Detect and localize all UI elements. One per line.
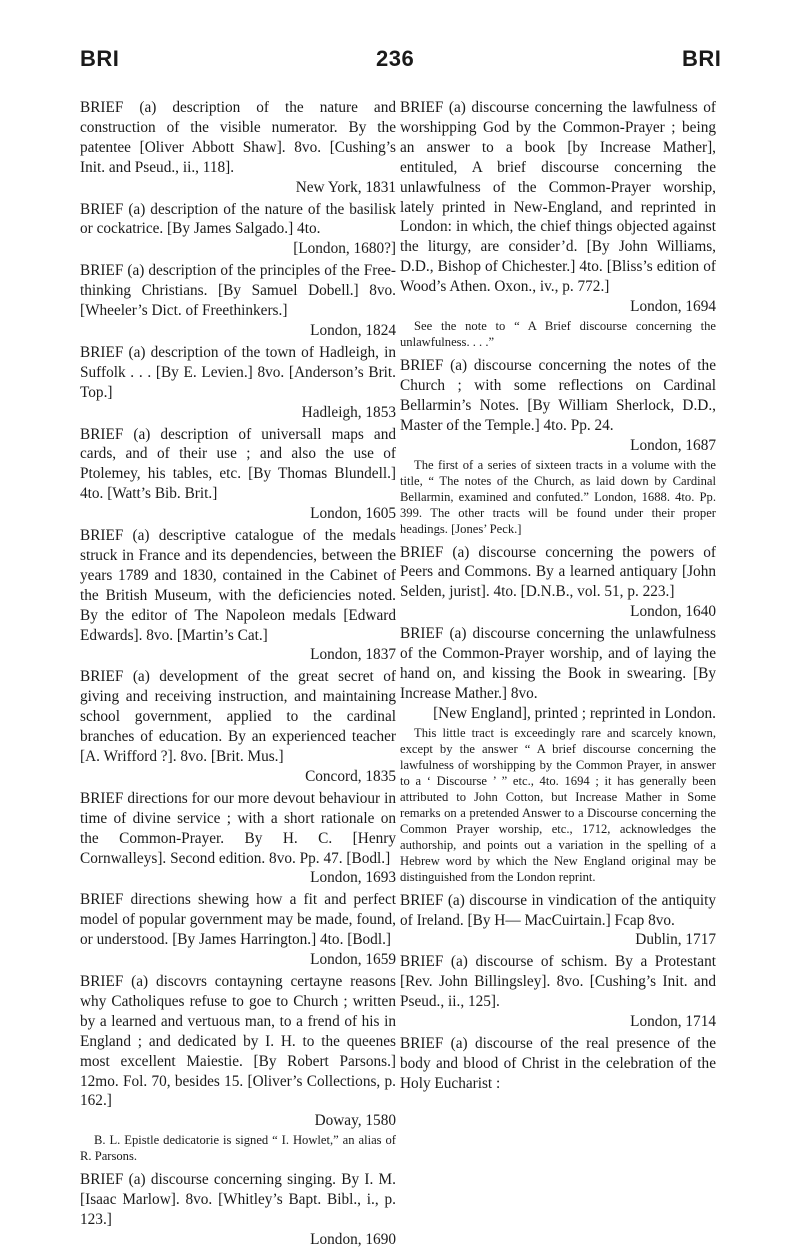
- entry-text: BRIEF (a) descriptive catalogue of the medals struck in France and its dependencies, between the years 1789 and 1830, contained in the Cabinet of the British Museum, with the deficiencies noted. By the editor of The Napoleon medals [Edward Edwards]. 8vo. [Martin’s Cat.]: [80, 527, 396, 644]
- entry-text: BRIEF (a) discourse concerning the lawfulness of worshipping God by the Common-Prayer ; being an answer to a book [by Increase Mather], entituled, A brief discourse concerning the unlawfulness of the Common-Prayer worship, lately printed in New-England, and reprinted in London: in which, the chief things objected against the liturgy, are consider’d. [By John Williams, D.D., Bishop of Chichester.] 4to. [Bliss’s edition of Wood’s Athen. Oxon., iv., p. 772.]: [400, 99, 716, 296]
- entry-imprint: Dublin, 1717: [635, 931, 716, 949]
- bibliography-entry: [400, 1034, 716, 1094]
- entry-imprint: [New England], printed ; reprinted in London.: [433, 704, 716, 722]
- bibliography-entry: [80, 425, 396, 525]
- entry-imprint: London, 1837: [310, 646, 396, 664]
- entry-imprint: New York, 1831: [295, 178, 396, 196]
- page-header: [0, 46, 800, 76]
- entry-imprint: London, 1640: [630, 603, 716, 621]
- entry-imprint: London, 1687: [630, 436, 716, 454]
- entry-text: BRIEF (a) discourse in vindication of the antiquity of Ireland. [By H— MacCuirtain.] Fcap 8vo.: [400, 891, 716, 929]
- bibliography-entry: [80, 261, 396, 341]
- entry-note: The first of a series of sixteen tracts in a volume with the title, “ The notes of the Church, as laid down by Cardinal Bellarmin, examined and confuted.” London, 1688. 4to. Pp. 399. The other tracts will be found under their proper headings. [Jones’ Peck.]: [400, 457, 716, 536]
- entry-imprint: [London, 1680?]: [293, 240, 396, 258]
- entry-text: BRIEF (a) discovrs contayning certayne reasons why Catholiques refuse to goe to Church ; written by a learned and vertuous man, to a frend of his in England ; and dedicated by I. H. to the queenes most excellent Maiestie. [By Robert Parsons.] 12mo. Fol. 70, besides 15. [Oliver’s Collections, p. 162.]: [80, 972, 396, 1110]
- entry-text: BRIEF (a) discourse of the real presence of the body and blood of Christ in the celebration of the Holy Eucharist :: [400, 1035, 716, 1092]
- entry-text: BRIEF (a) description of the town of Hadleigh, in Suffolk . . . [By E. Levien.] 8vo. [Anderson’s Brit. Top.]: [80, 343, 396, 401]
- left-running-head: BRI: [80, 46, 120, 71]
- entry-imprint: Hadleigh, 1853: [301, 403, 396, 421]
- entry-note: This little tract is exceedingly rare and scarcely known, except by the answer “ A brief discourse concerning the lawfulness of worshipping by the Common Prayer, in answer to a ‘ Discourse ’ ” etc., 4to. 1694 ; it has generally been attributed to John Cotton, but Increase Mather in Some remarks on a pretended Answer to a Discourse concerning the Common Prayer worship, etc., 1712, acknowledges the authorship, and points out a variation in the spelling of a Hebrew word by which the New England original may be distinguished from the London reprint.: [400, 725, 716, 884]
- bibliography-entry: [80, 972, 396, 1164]
- entry-imprint: London, 1693: [310, 869, 396, 887]
- bibliography-entry: [80, 200, 396, 260]
- page-number: 236: [376, 46, 415, 71]
- entry-text: BRIEF directions for our more devout behaviour in time of divine service ; with a short rationale on the Common-Prayer. By H. C. [Henry Cornwalleys]. Second edition. 8vo. Pp. 47. [Bodl.]: [80, 789, 396, 867]
- bibliography-entry: [80, 98, 396, 198]
- entry-imprint: London, 1714: [630, 1013, 716, 1031]
- entry-imprint: London, 1605: [310, 505, 396, 523]
- entry-imprint: London, 1824: [310, 321, 396, 339]
- bibliography-entry: [80, 667, 396, 786]
- left-column: [80, 98, 396, 1252]
- entry-imprint: Concord, 1835: [305, 767, 396, 785]
- entry-text: BRIEF (a) development of the great secret of giving and receiving instruction, and maintaining school government, applied to the cardinal branches of education. By an experienced teacher [A. Wrifford ?]. 8vo. [Brit. Mus.]: [80, 668, 396, 765]
- entry-text: BRIEF (a) discourse concerning singing. By I. M. [Isaac Marlow]. 8vo. [Whitley’s Bapt. Bibl., i., p. 123.]: [80, 1171, 396, 1229]
- entry-text: BRIEF (a) discourse concerning the notes of the Church ; with some reflections on Cardinal Bellarmin’s Notes. [By William Sherlock, D.D., Master of the Temple.] 4to. Pp. 24.: [400, 356, 716, 434]
- entry-imprint: Doway, 1580: [314, 1112, 396, 1130]
- bibliography-entry: [80, 343, 396, 423]
- entry-imprint: London, 1659: [310, 951, 396, 969]
- bibliography-entry: [400, 624, 716, 885]
- entry-text: BRIEF (a) discourse concerning the powers of Peers and Commons. By a learned antiquary [John Selden, jurist]. 4to. [D.N.B., vol. 51, p. 223.]: [400, 543, 716, 601]
- bibliography-entry: [400, 891, 716, 951]
- entry-text: BRIEF (a) discourse concerning the unlawfulness of the Common-Prayer worship, and of laying the hand on, and kissing the Book in swearing. [By Increase Mather.] 8vo.: [400, 625, 716, 702]
- bibliography-entry: [80, 1170, 396, 1250]
- entry-text: BRIEF (a) description of universall maps and cards, and of their use ; and also the use of Ptolemey, his tables, etc. [By Thomas Blundell.] 4to. [Watt’s Bib. Brit.]: [80, 425, 396, 503]
- entry-text: BRIEF directions shewing how a fit and perfect model of popular government may be made, found, or understood. [By James Harrington.] 4to. [Bodl.]: [80, 891, 396, 949]
- right-column: [400, 98, 716, 1096]
- bibliography-entry: [400, 952, 716, 1032]
- entry-imprint: London, 1690: [310, 1230, 396, 1248]
- bibliography-entry: [80, 789, 396, 889]
- entry-note: See the note to “ A Brief discourse concerning the unlawfulness. . . .”: [400, 318, 716, 349]
- bibliography-entry: [80, 526, 396, 665]
- bibliography-entry: [400, 356, 716, 537]
- entry-imprint: London, 1694: [630, 298, 716, 316]
- entry-text: BRIEF (a) description of the nature of the basilisk or cockatrice. [By James Salgado.] 4to.: [80, 200, 396, 238]
- entry-text: BRIEF (a) description of the principles of the Free-thinking Christians. [By Samuel Dobell.] 8vo. [Wheeler’s Dict. of Freethinkers.]: [80, 262, 396, 320]
- right-running-head: BRI: [682, 46, 722, 71]
- entry-note: B. L. Epistle dedicatorie is signed “ I. Howlet,” an alias of R. Parsons.: [80, 1133, 396, 1164]
- entry-text: BRIEF (a) discourse of schism. By a Protestant [Rev. John Billingsley]. 8vo. [Cushing’s Init. and Pseud., ii., 125].: [400, 953, 716, 1011]
- bibliography-entry: [80, 890, 396, 970]
- bibliography-entry: [400, 543, 716, 623]
- bibliography-entry: [400, 98, 716, 350]
- entry-text: BRIEF (a) description of the nature and construction of the visible numerator. By the patentee [Oliver Abbott Shaw]. 8vo. [Cushing’s Init. and Pseud., ii., 118].: [80, 99, 396, 176]
